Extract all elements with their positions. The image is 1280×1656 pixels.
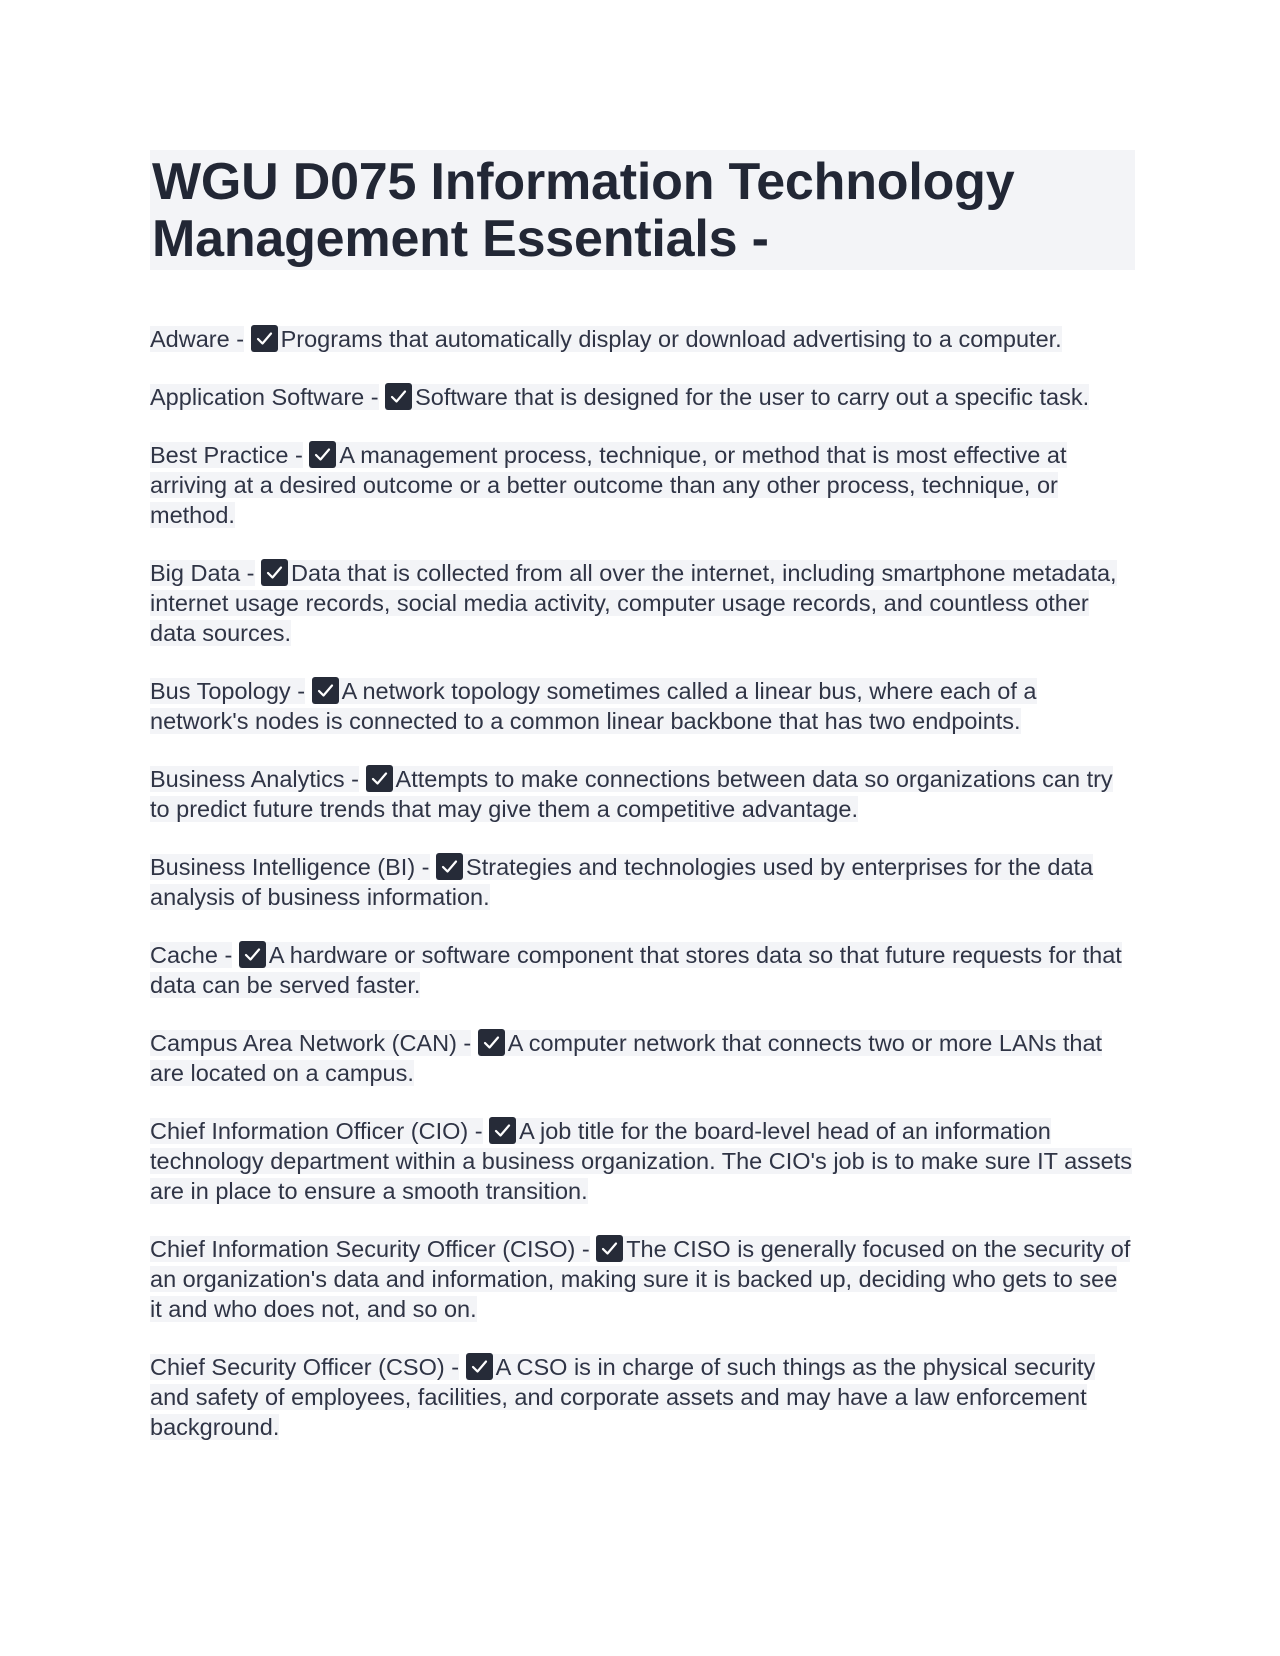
entry-term: Application Software - — [150, 384, 379, 410]
entry-term: Best Practice - — [150, 442, 303, 468]
check-mark-icon — [309, 441, 336, 468]
entry-definition: A management process, technique, or method that is most effective at arriving at a desired outcome or a better outcome than any other process, technique, or method. — [150, 442, 1067, 528]
flashcard-entry — [150, 940, 1135, 1000]
flashcard-entry — [150, 382, 1135, 412]
entry-term: Chief Security Officer (CSO) - — [150, 1354, 460, 1380]
check-mark-icon — [489, 1117, 516, 1144]
entry-definition: Programs that automatically display or download advertising to a computer. — [280, 326, 1062, 352]
check-mark-icon — [312, 677, 339, 704]
entry-definition: A network topology sometimes called a linear bus, where each of a network's nodes is connected to a common linear backbone that has two endpoints. — [150, 678, 1037, 734]
flashcard-entry — [150, 324, 1135, 354]
flashcard-list — [150, 324, 1135, 1442]
entry-term: Business Analytics - — [150, 766, 359, 792]
flashcard-entry — [150, 1234, 1135, 1324]
entry-definition: The CISO is generally focused on the security of an organization's data and information, making sure it is backed up, deciding who gets to see it and who does not, and so on. — [150, 1236, 1131, 1322]
flashcard-entry — [150, 676, 1135, 736]
entry-term: Business Intelligence (BI) - — [150, 854, 430, 880]
check-mark-icon — [478, 1029, 505, 1056]
entry-term: Big Data - — [150, 560, 255, 586]
check-mark-icon — [596, 1235, 623, 1262]
entry-term: Cache - — [150, 942, 233, 968]
flashcard-entry — [150, 1028, 1135, 1088]
entry-term: Campus Area Network (CAN) - — [150, 1030, 472, 1056]
check-mark-icon — [436, 853, 463, 880]
entry-definition: A CSO is in charge of such things as the physical security and safety of employees, facilities, and corporate assets and may have a law enforcement background. — [150, 1354, 1096, 1440]
flashcard-entry — [150, 764, 1135, 824]
entry-definition-wrap — [150, 942, 1122, 998]
entry-definition: A computer network that connects two or more LANs that are located on a campus. — [150, 1030, 1103, 1086]
entry-definition: A hardware or software component that stores data so that future requests for that data can be served faster. — [150, 942, 1122, 998]
entry-definition: Attempts to make connections between data so organizations can try to predict future trends that may give them a competitive advantage. — [150, 766, 1113, 822]
check-mark-icon — [251, 325, 278, 352]
entry-definition-wrap — [251, 326, 1062, 352]
entry-term: Chief Information Security Officer (CISO) - — [150, 1236, 590, 1262]
entry-definition: A job title for the board-level head of an information technology department within a business organization. The CIO's job is to make sure IT assets are in place to ensure a smooth transition. — [150, 1118, 1132, 1204]
check-mark-icon — [239, 941, 266, 968]
page-title: WGU D075 Information Technology Management Essentials - — [152, 153, 1015, 268]
entry-definition: Data that is collected from all over the internet, including smartphone metadata, internet usage records, social media activity, computer usage records, and countless other data sources. — [150, 560, 1117, 646]
document-page — [150, 150, 1135, 1470]
flashcard-entry — [150, 440, 1135, 530]
entry-definition: Software that is designed for the user to carry out a specific task. — [415, 384, 1090, 410]
flashcard-entry — [150, 1116, 1135, 1206]
entry-term: Bus Topology - — [150, 678, 306, 704]
check-mark-icon — [261, 559, 288, 586]
entry-definition: Strategies and technologies used by enterprises for the data analysis of business information. — [150, 854, 1094, 910]
entry-definition-wrap — [385, 384, 1089, 410]
title-block — [150, 150, 1135, 270]
check-mark-icon — [366, 765, 393, 792]
check-mark-icon — [466, 1353, 493, 1380]
flashcard-entry — [150, 558, 1135, 648]
flashcard-entry — [150, 1352, 1135, 1442]
entry-definition-wrap — [150, 560, 1117, 646]
entry-term: Adware - — [150, 326, 245, 352]
flashcard-entry — [150, 852, 1135, 912]
check-mark-icon — [385, 383, 412, 410]
entry-term: Chief Information Officer (CIO) - — [150, 1118, 483, 1144]
